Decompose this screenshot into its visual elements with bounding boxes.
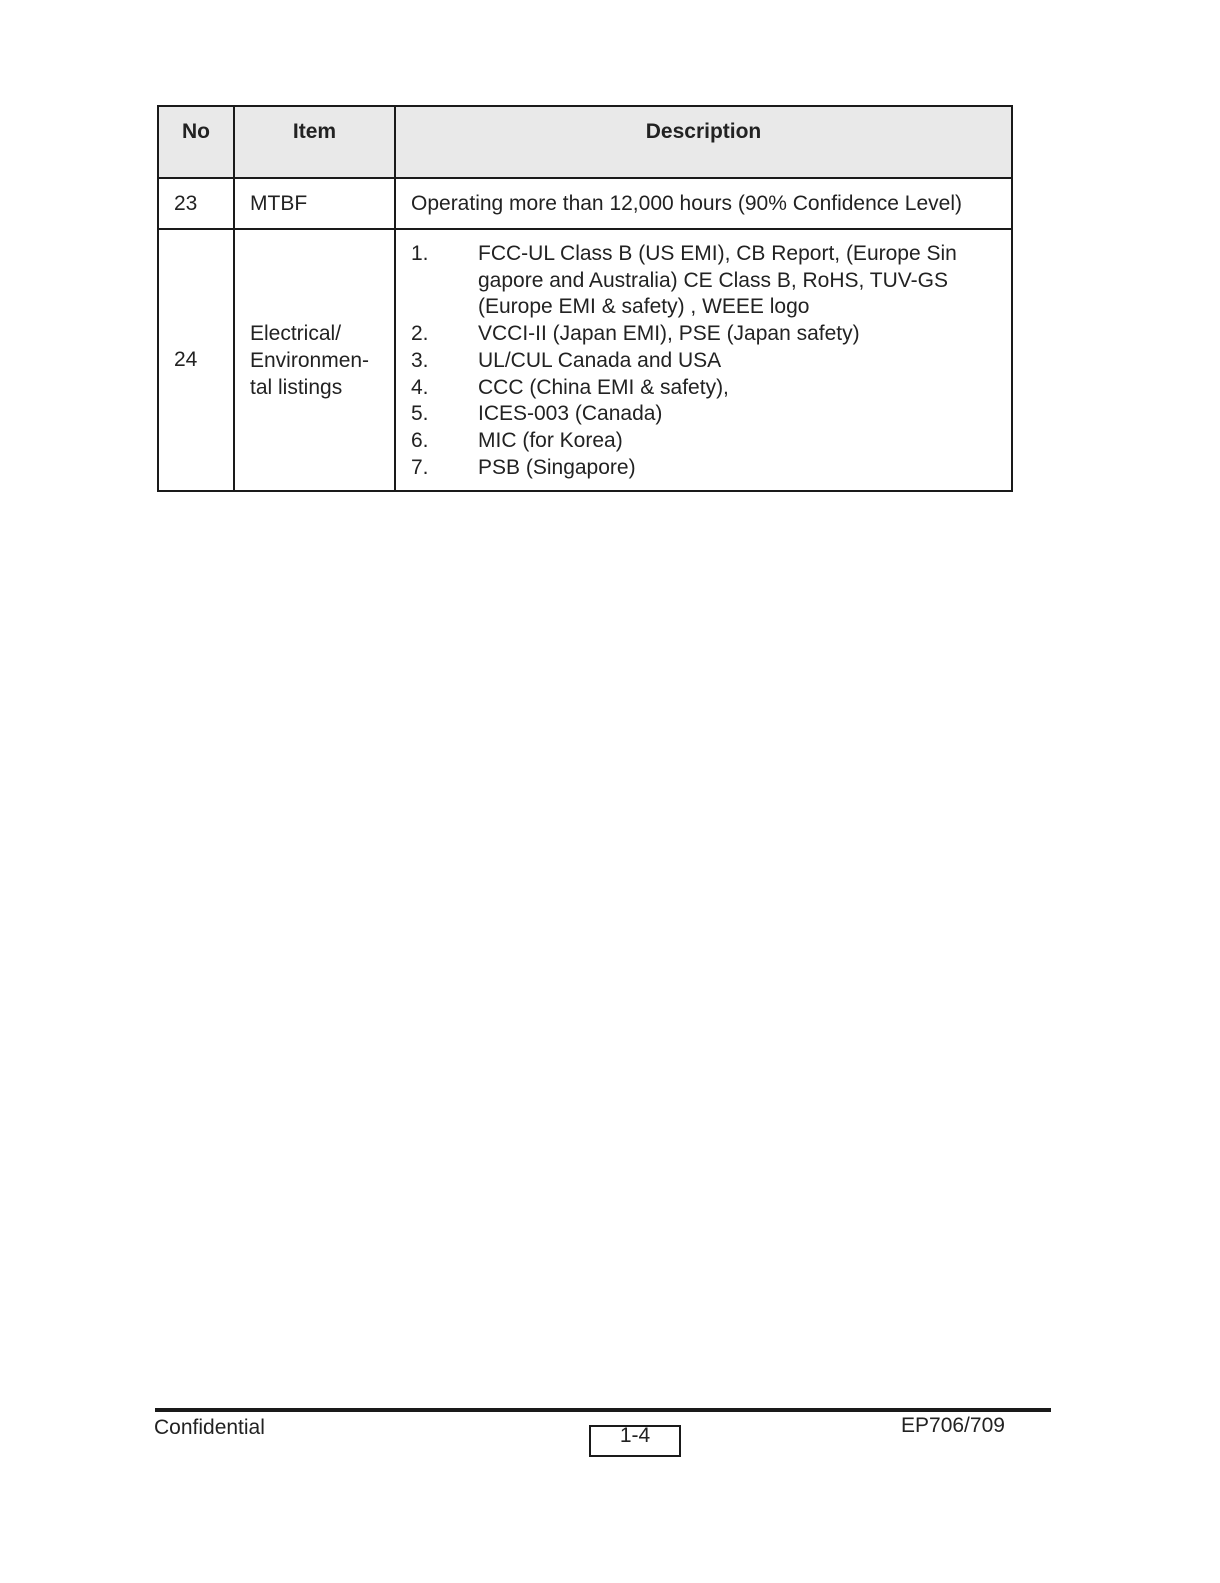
list-item-number: 4. — [411, 375, 429, 399]
row-description — [395, 229, 1012, 491]
list-item — [411, 455, 1011, 482]
list-item-text: ICES-003 (Canada) — [478, 402, 663, 426]
row-number: 24 — [158, 229, 234, 491]
footer-model: EP706/709 — [901, 1414, 1005, 1437]
table-header-row — [158, 106, 1012, 178]
page-number: 1-4 — [589, 1425, 681, 1457]
list-item — [411, 348, 1011, 375]
table-row — [158, 229, 1012, 491]
list-item-text: MIC (for Korea) — [478, 428, 623, 452]
list-item — [411, 375, 1011, 402]
list-item-number: 5. — [411, 402, 429, 426]
list-item-number: 1. — [411, 242, 429, 265]
header-no: No — [158, 106, 234, 178]
list-item-text: UL/CUL Canada and USA — [478, 348, 722, 372]
specification-table — [157, 105, 1013, 492]
listings-list — [411, 230, 1011, 490]
list-item-text: VCCI-II (Japan EMI), PSE (Japan safety) — [478, 322, 860, 346]
header-item: Item — [234, 106, 395, 178]
row-description: Operating more than 12,000 hours (90% Confidence Level) — [395, 178, 1012, 229]
table-row — [158, 178, 1012, 229]
footer-confidential: Confidential — [154, 1416, 265, 1439]
footer-divider — [155, 1408, 1051, 1412]
list-item — [411, 241, 1011, 321]
row-item: MTBF — [234, 178, 395, 229]
list-item-number: 6. — [411, 428, 429, 452]
list-item — [411, 321, 1011, 348]
list-item-text — [478, 241, 1011, 321]
list-item — [411, 428, 1011, 455]
item-line: tal listings — [250, 375, 343, 399]
list-item-number: 2. — [411, 322, 429, 346]
list-item-line: FCC-UL Class B (US EMI), CB Report, (Europe Sin — [478, 242, 957, 265]
item-line: Electrical/ — [250, 321, 342, 345]
item-line: Environmen- — [250, 348, 370, 372]
list-item-text: PSB (Singapore) — [478, 455, 636, 479]
list-item-number: 3. — [411, 348, 429, 372]
row-item — [234, 229, 395, 491]
list-item-line: (Europe EMI & safety) , WEEE logo — [478, 295, 810, 319]
header-description: Description — [395, 106, 1012, 178]
list-item-number: 7. — [411, 455, 429, 479]
row-number: 23 — [158, 178, 234, 229]
list-item-line: gapore and Australia) CE Class B, RoHS, TUV-GS — [478, 268, 948, 292]
list-item — [411, 401, 1011, 428]
list-item-text: CCC (China EMI & safety), — [478, 375, 729, 399]
